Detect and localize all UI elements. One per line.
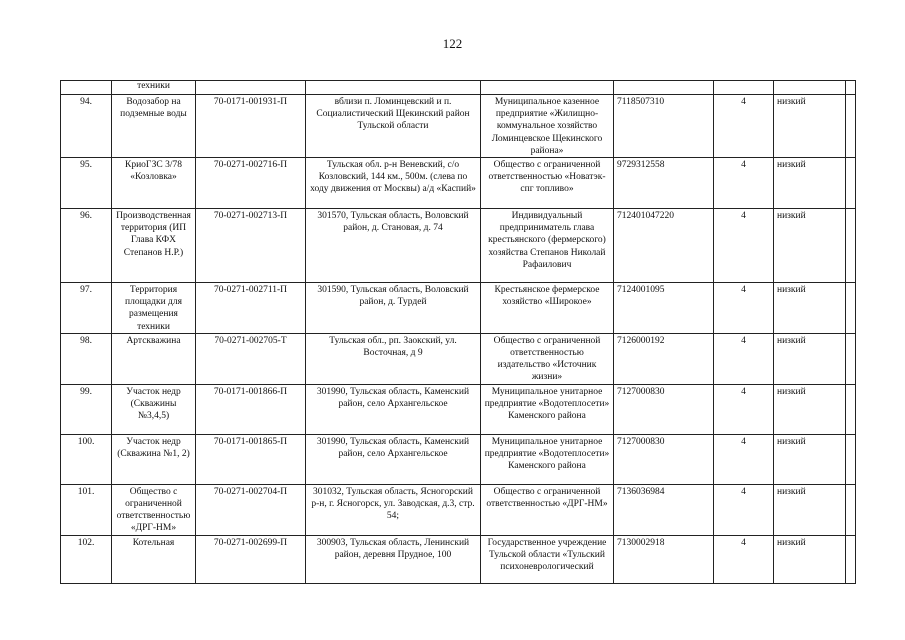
cell-address: 301590, Тульская область, Воловский район, д. Турдей xyxy=(306,283,481,334)
cell-inn: 7130002918 xyxy=(614,535,714,583)
cell-extra xyxy=(846,333,856,384)
cell-inn: 7136036984 xyxy=(614,484,714,535)
cell-risk: низкий xyxy=(774,434,846,484)
cell-risk: низкий xyxy=(774,158,846,209)
cell-category xyxy=(714,81,774,95)
cell-risk: низкий xyxy=(774,283,846,334)
cell-risk: низкий xyxy=(774,535,846,583)
cell-number: 95. xyxy=(61,158,112,209)
cell-object-name: КриоГЗС 3/78 «Козловка» xyxy=(112,158,196,209)
cell-inn: 7124001095 xyxy=(614,283,714,334)
cell-code xyxy=(196,81,306,95)
cell-code: 70-0271-002713-П xyxy=(196,209,306,283)
cell-number: 94. xyxy=(61,95,112,158)
cell-extra xyxy=(846,535,856,583)
cell-code: 70-0171-001866-П xyxy=(196,384,306,434)
cell-code: 70-0271-002699-П xyxy=(196,535,306,583)
cell-category: 4 xyxy=(714,158,774,209)
cell-inn: 7127000830 xyxy=(614,434,714,484)
cell-number: 102. xyxy=(61,535,112,583)
cell-inn: 7127000830 xyxy=(614,384,714,434)
cell-object-name: Котельная xyxy=(112,535,196,583)
cell-code: 70-0171-001865-П xyxy=(196,434,306,484)
table-row-continuation xyxy=(61,81,856,95)
table-row xyxy=(61,434,856,484)
table-row xyxy=(61,209,856,283)
table-row xyxy=(61,158,856,209)
cell-inn: 7126000192 xyxy=(614,333,714,384)
cell-category: 4 xyxy=(714,209,774,283)
cell-address: 301990, Тульская область, Каменский район, село Архангельское xyxy=(306,434,481,484)
cell-address: 301570, Тульская область, Воловский район, д. Становая, д. 74 xyxy=(306,209,481,283)
cell-inn: 712401047220 xyxy=(614,209,714,283)
cell-extra xyxy=(846,95,856,158)
cell-risk: низкий xyxy=(774,484,846,535)
cell-number: 99. xyxy=(61,384,112,434)
cell-object-name: Территория площадки для размещения техники xyxy=(112,283,196,334)
cell-number: 98. xyxy=(61,333,112,384)
table-row xyxy=(61,95,856,158)
cell-number xyxy=(61,81,112,95)
cell-object-name: Участок недр (Скважины №3,4,5) xyxy=(112,384,196,434)
cell-organization: Государственное учреждение Тульской области «Тульский психоневрологический xyxy=(481,535,614,583)
cell-extra xyxy=(846,484,856,535)
cell-object-name: Водозабор на подземные воды xyxy=(112,95,196,158)
cell-address: вблизи п. Ломинцевский и п. Социалистический Щекинский район Тульской области xyxy=(306,95,481,158)
cell-organization: Общество с ограниченной ответственностью «Новатэк-спг топливо» xyxy=(481,158,614,209)
cell-code: 70-0271-002716-П xyxy=(196,158,306,209)
cell-extra xyxy=(846,81,856,95)
cell-code: 70-0271-002711-П xyxy=(196,283,306,334)
table-row xyxy=(61,384,856,434)
cell-code: 70-0271-002704-П xyxy=(196,484,306,535)
cell-address: Тульская обл., рп. Заокский, ул. Восточная, д 9 xyxy=(306,333,481,384)
cell-address: 301032, Тульская область, Ясногорский р-н, г. Ясногорск, ул. Заводская, д.3, стр. 54; xyxy=(306,484,481,535)
cell-object-name: Артскважина xyxy=(112,333,196,384)
cell-organization: Общество с ограниченной ответственностью «ДРГ-НМ» xyxy=(481,484,614,535)
cell-code: 70-0171-001931-П xyxy=(196,95,306,158)
cell-object-name: Общество с ограниченной ответственностью «ДРГ-НМ» xyxy=(112,484,196,535)
cell-number: 97. xyxy=(61,283,112,334)
cell-address: 301990, Тульская область, Каменский район, село Архангельское xyxy=(306,384,481,434)
cell-extra xyxy=(846,158,856,209)
cell-inn: 9729312558 xyxy=(614,158,714,209)
cell-address xyxy=(306,81,481,95)
table-row xyxy=(61,535,856,583)
cell-category: 4 xyxy=(714,384,774,434)
registry-table-body xyxy=(61,81,856,584)
page-number: 122 xyxy=(442,36,463,51)
cell-risk: низкий xyxy=(774,95,846,158)
cell-object-name: Участок недр (Скважина №1, 2) xyxy=(112,434,196,484)
cell-organization: Муниципальное казенное предприятие «Жилищно-коммунальное хозяйство Ломинцевское Щекинского района» xyxy=(481,95,614,158)
cell-risk: низкий xyxy=(774,384,846,434)
cell-number: 100. xyxy=(61,434,112,484)
cell-risk: низкий xyxy=(774,333,846,384)
cell-category: 4 xyxy=(714,535,774,583)
cell-address: 300903, Тульская область, Ленинский район, деревня Прудное, 100 xyxy=(306,535,481,583)
cell-extra xyxy=(846,384,856,434)
cell-category: 4 xyxy=(714,333,774,384)
cell-organization: Муниципальное унитарное предприятие «Водотеплосети» Каменского района xyxy=(481,384,614,434)
cell-organization: Муниципальное унитарное предприятие «Водотеплосети» Каменского района xyxy=(481,434,614,484)
cell-category: 4 xyxy=(714,434,774,484)
cell-organization: Крестьянское фермерское хозяйство «Широкое» xyxy=(481,283,614,334)
cell-category: 4 xyxy=(714,95,774,158)
cell-category: 4 xyxy=(714,484,774,535)
cell-inn: 7118507310 xyxy=(614,95,714,158)
cell-object-name: Производственная территория (ИП Глава КФХ Степанов Н.Р.) xyxy=(112,209,196,283)
cell-risk: низкий xyxy=(774,209,846,283)
cell-number: 101. xyxy=(61,484,112,535)
cell-object-name: техники xyxy=(112,81,196,95)
cell-code: 70-0271-002705-Т xyxy=(196,333,306,384)
cell-address: Тульская обл. р-н Веневский, с/о Козловский, 144 км., 500м. (слева по ходу движения от Москвы) а/д «Каспий» xyxy=(306,158,481,209)
table-row xyxy=(61,283,856,334)
cell-risk xyxy=(774,81,846,95)
cell-extra xyxy=(846,209,856,283)
cell-organization: Общество с ограниченной ответственностью издательство «Источник жизни» xyxy=(481,333,614,384)
cell-extra xyxy=(846,283,856,334)
cell-inn xyxy=(614,81,714,95)
cell-category: 4 xyxy=(714,283,774,334)
table-row xyxy=(61,484,856,535)
registry-table xyxy=(60,80,856,584)
cell-organization: Индивидуальный предприниматель глава крестьянского (фермерского) хозяйства Степанов Николай Рафаилович xyxy=(481,209,614,283)
table-row xyxy=(61,333,856,384)
cell-number: 96. xyxy=(61,209,112,283)
cell-organization xyxy=(481,81,614,95)
cell-extra xyxy=(846,434,856,484)
